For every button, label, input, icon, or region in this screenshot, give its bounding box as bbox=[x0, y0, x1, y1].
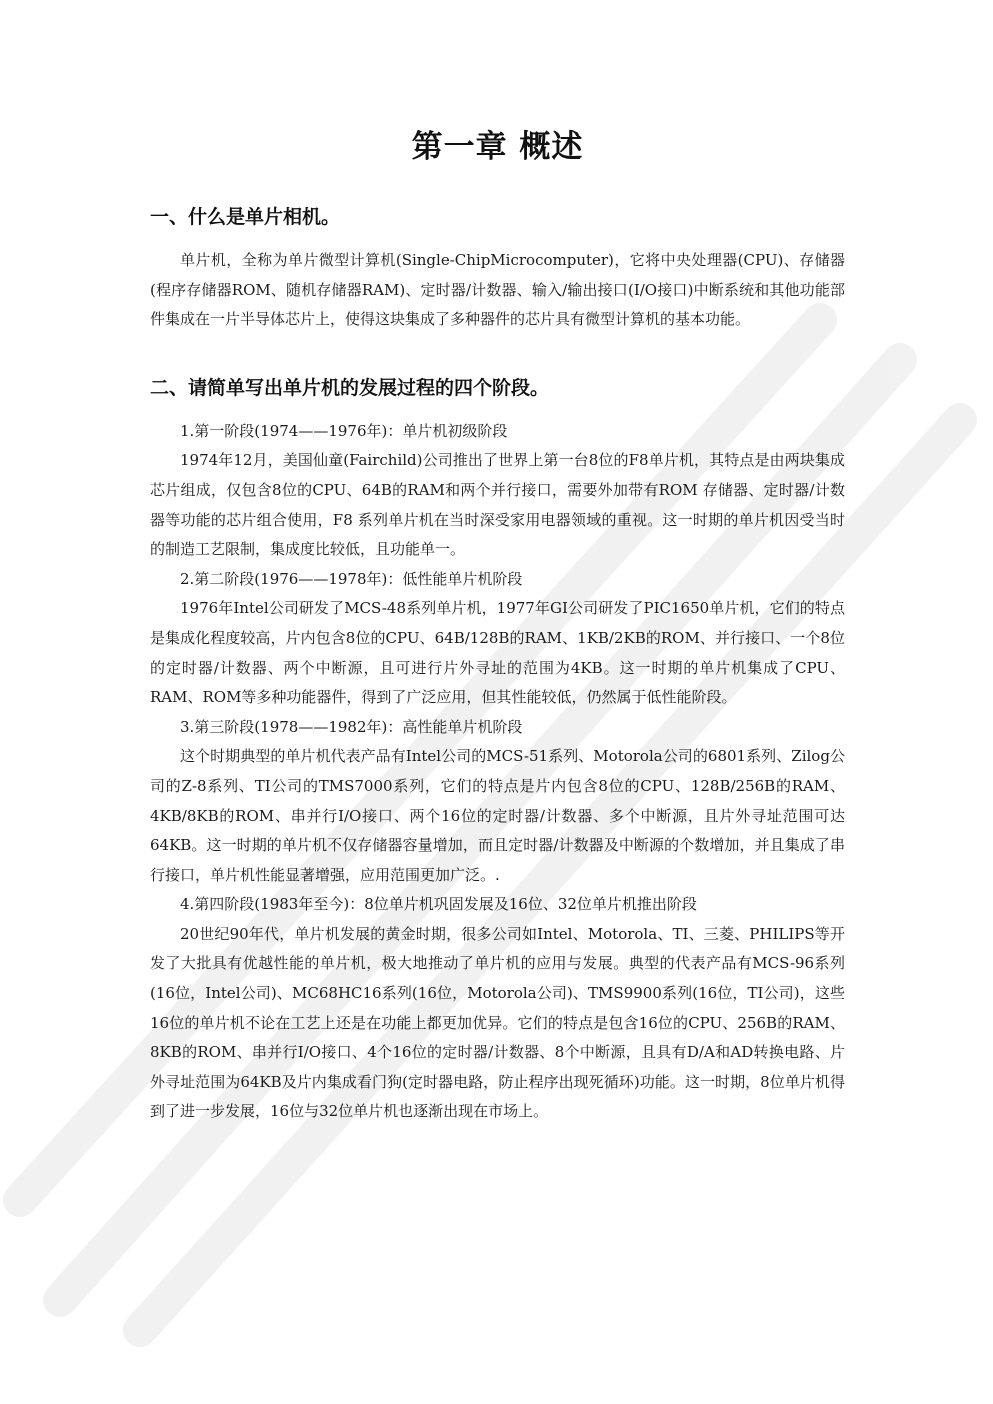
section-2 bbox=[150, 373, 845, 1127]
stage-4-title: 4.第四阶段(1983年至今)：8位单片机巩固发展及16位、32位单片机推出阶段 bbox=[180, 895, 697, 914]
paragraph-definition: 单片机，全称为单片微型计算机(Single-ChipMicrocomputer)，它将中央处理器(CPU)、存储器(程序存储器ROM、随机存储器RAM)、定时器/计数器、输入/输出接口(I/O接口)中断系统和其他功能部件集成在一片半导体芯片上，使得这块集成了多种器件的芯片具有微型计算机的基本功能。 bbox=[150, 251, 845, 329]
section-heading-2: 二、请简单写出单片机的发展过程的四个阶段。 bbox=[150, 376, 550, 399]
section-1 bbox=[150, 202, 845, 335]
document-content bbox=[150, 122, 845, 1127]
chapter-title: 第一章 概述 bbox=[411, 129, 584, 165]
stage-3-body: 这个时期典型的单片机代表产品有Intel公司的MCS-51系列、Motorola公司的6801系列、Zilog公司的Z-8系列、TI公司的TMS7000系列，它们的特点是片内包含8位的CPU、128B/256B的RAM、4KB/8KB的ROM、串并行I/O接口、两个16位的定时器/计数器、多个中断源，且片外寻址范围可达64KB。这一时期的单片机不仅存储器容量增加，而且定时器/计数器及中断源的个数增加，并且集成了串行接口，单片机性能显著增强，应用范围更加广泛。. bbox=[150, 747, 845, 884]
section-heading-1: 一、什么是单片相机。 bbox=[150, 206, 341, 228]
stage-4-body: 20世纪90年代，单片机发展的黄金时期，很多公司如Intel、Motorola、TI、三菱、PHILIPS等开发了大批具有优越性能的单片机，极大地推动了单片机的应用与发展。典型的代表产品有MCS-96系列(16位，Intel公司)、MC68HC16系列(16位，Motorola公司)、TMS9900系列(16位，TI公司)，这些16位的单片机不论在工艺上还是在功能上都更加优异。它们的特点是包含16位的CPU、256B的RAM、8KB的ROM、串并行I/O接口、4个16位的定时器/计数器、8个中断源，且具有D/A和AD转换电路、片外寻址范围为64KB及片内集成看门狗(定时器电路，防止程序出现死循环)功能。这一时期，8位单片机得到了进一步发展，16位与32位单片机也逐渐出现在市场上。 bbox=[150, 924, 845, 1121]
stage-2-body: 1976年Intel公司研发了MCS-48系列单片机，1977年GI公司研发了PIC1650单片机，它们的特点是集成化程度较高，片内包含8位的CPU、64B/128B的RAM、1KB/2KB的ROM、并行接口、一个8位的定时器/计数器、两个中断源，且可进行片外寻址的范围为4KB。这一时期的单片机集成了CPU、RAM、ROM等多种功能器件，得到了广泛应用，但其性能较低，仍然属于低性能阶段。 bbox=[150, 599, 845, 707]
stage-1-title: 1.第一阶段(1974——1976年)：单片机初级阶段 bbox=[180, 421, 508, 440]
stage-3-title: 3.第三阶段(1978——1982年)：高性能单片机阶段 bbox=[180, 717, 523, 736]
stage-1-body: 1974年12月，美国仙童(Fairchild)公司推出了世界上第一台8位的F8单片机，其特点是由两块集成芯片组成，仅包含8位的CPU、64B的RAM和两个并行接口，需要外加带有ROM 存储器、定时器/计数器等功能的芯片组合使用，F8 系列单片机在当时深受家用电器领域的重视。这一时期的单片机因受当时的制造工艺限制，集成度比较低，且功能单一。 bbox=[150, 451, 845, 559]
stage-2-title: 2.第二阶段(1976——1978年)：低性能单片机阶段 bbox=[180, 569, 523, 588]
